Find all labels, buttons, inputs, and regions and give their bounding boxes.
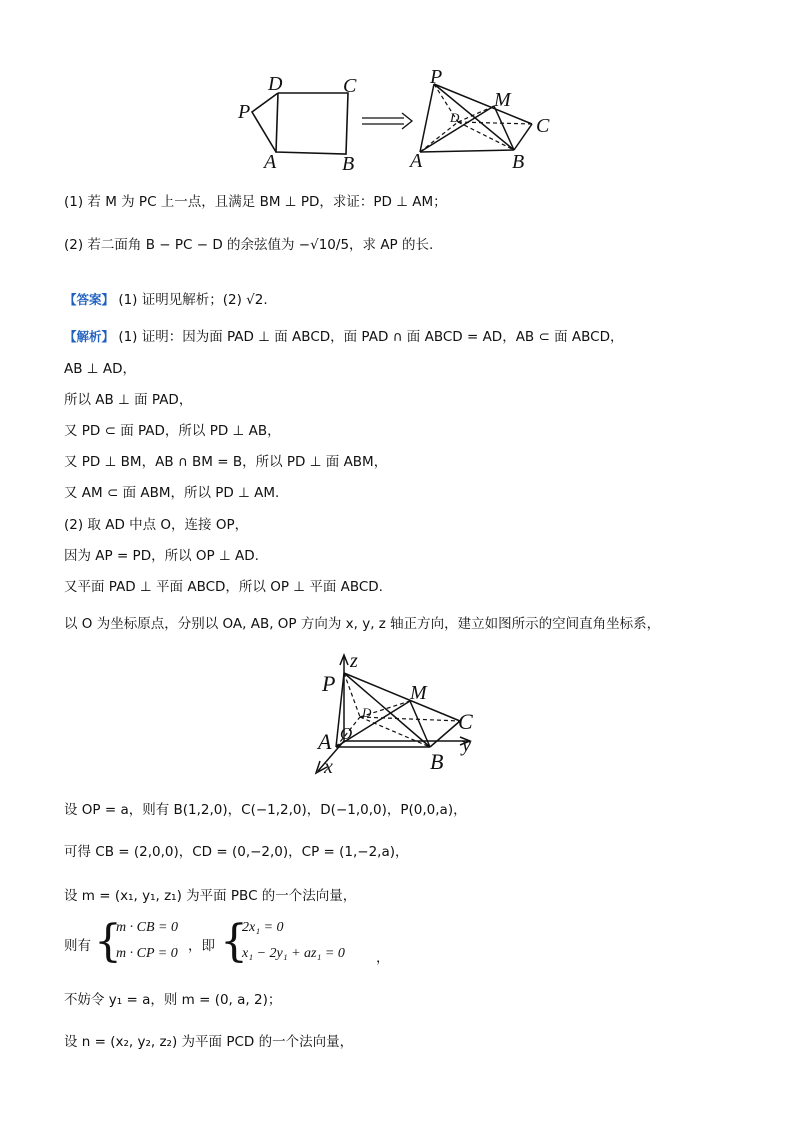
system-suffix: ，	[376, 950, 390, 966]
label-d: D	[268, 73, 283, 95]
label-c: C	[343, 75, 357, 97]
label-c3: C	[458, 709, 473, 734]
label-b2: B	[512, 151, 525, 173]
system-right-row1: 2x₁ = 0	[242, 920, 284, 935]
label-d2: D	[450, 110, 460, 125]
label-p2: P	[430, 66, 443, 88]
label-a2: A	[410, 150, 423, 172]
analysis-tag: 【解析】	[64, 329, 115, 344]
label-o3: O	[340, 724, 353, 743]
part2-line-4: 以 O 为坐标原点，分别以 OA, AB, OP 方向为 x, y, z 轴正方向，建立如图所示的空间直角坐标系，	[64, 616, 661, 632]
proof-line-1: AB ⊥ AD，	[64, 361, 136, 377]
system-prefix: 则有	[64, 938, 91, 954]
part2-line-2: 因为 AP = PD，所以 OP ⊥ AD.	[64, 548, 259, 564]
label-b3: B	[430, 749, 444, 774]
label-m2: M	[494, 89, 511, 111]
part2-line-3: 又平面 PAD ⊥ 平面 ABCD，所以 OP ⊥ 平面 ABCD.	[64, 579, 383, 595]
solution-line-2: 可得 CB = (2,0,0)，CD = (0,−2,0)，CP = (1,−2,a)，	[64, 844, 409, 860]
answer-line	[64, 288, 268, 308]
system-left-row1: m · CB = 0	[116, 920, 178, 935]
figure-fold	[230, 66, 570, 178]
axis-label-y: y	[462, 734, 471, 756]
system-middle: ，即	[188, 938, 215, 954]
proof-line-3: 又 PD ⊂ 面 PAD，所以 PD ⊥ AB，	[64, 423, 281, 439]
label-b: B	[342, 153, 355, 175]
axis-label-z: z	[350, 650, 358, 672]
system-right-row2: x₁ − 2y₁ + az₁ = 0	[242, 946, 345, 961]
figure-fold-svg	[230, 66, 570, 178]
analysis-line	[64, 325, 623, 345]
proof-line-5: 又 AM ⊂ 面 ABM，所以 PD ⊥ AM.	[64, 485, 280, 501]
analysis-text: (1) 证明：因为面 PAD ⊥ 面 ABCD，面 PAD ∩ 面 ABCD = AD，AB ⊂ 面 ABCD，	[118, 329, 624, 345]
label-p: P	[238, 101, 251, 123]
right-brace: {	[220, 916, 248, 967]
axis-label-x: x	[324, 756, 333, 778]
proof-line-2: 所以 AB ⊥ 面 PAD，	[64, 392, 193, 408]
equation-system	[64, 916, 390, 970]
question-1: (1) 若 M 为 PC 上一点，且满足 BM ⊥ PD，求证：PD ⊥ AM；	[64, 194, 447, 210]
label-p3: P	[322, 671, 336, 696]
arrow-icon	[362, 113, 412, 129]
label-a: A	[264, 151, 277, 173]
answer-tag: 【答案】	[64, 292, 115, 307]
label-m3: M	[410, 682, 427, 704]
label-c2: C	[536, 115, 550, 137]
question-2: (2) 若二面角 B − PC − D 的余弦值为 −√10/5，求 AP 的长.	[64, 237, 434, 253]
solution-line-5: 设 n = (x₂, y₂, z₂) 为平面 PCD 的一个法向量，	[64, 1034, 354, 1050]
solution-line-1: 设 OP = a，则有 B(1,2,0)，C(−1,2,0)，D(−1,0,0)，P(0,0,a)，	[64, 802, 467, 818]
left-brace: {	[94, 916, 122, 967]
figure-coordinates-svg	[300, 645, 500, 780]
part2-line-1: (2) 取 AD 中点 O，连接 OP，	[64, 517, 249, 533]
label-a3: A	[318, 729, 332, 754]
solution-line-4: 不妨令 y₁ = a，则 m = (0, a, 2)；	[64, 992, 282, 1008]
answer-text: (1) 证明见解析；(2) √2.	[118, 292, 268, 308]
system-left-row2: m · CP = 0	[116, 946, 178, 961]
label-d3: D	[362, 705, 372, 720]
proof-line-4: 又 PD ⊥ BM，AB ∩ BM = B，所以 PD ⊥ 面 ABM，	[64, 454, 388, 470]
solution-line-3: 设 m = (x₁, y₁, z₁) 为平面 PBC 的一个法向量，	[64, 888, 357, 904]
figure-coordinates	[300, 645, 500, 780]
